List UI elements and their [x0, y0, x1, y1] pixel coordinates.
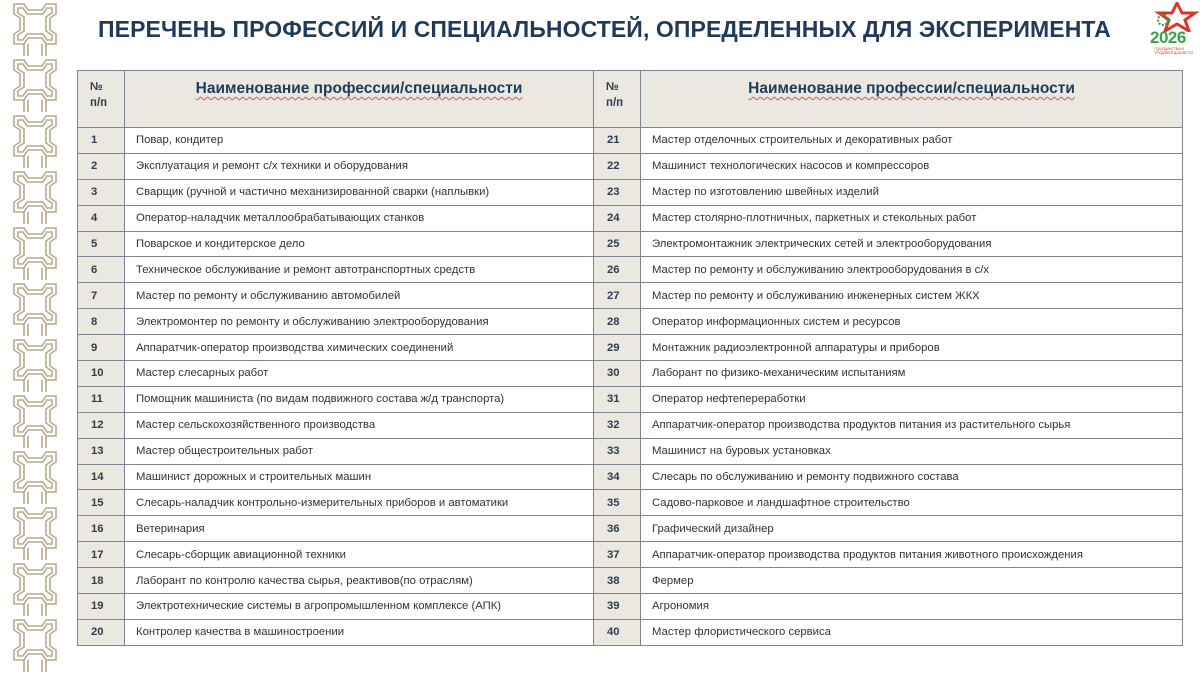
- header-name-right: Наименование профессии/специальности: [641, 71, 1183, 128]
- profession-name: Аппаратчик-оператор производства продуктов питания животного происхождения: [641, 542, 1183, 568]
- profession-name: Лаборант по физико-механическим испытаниям: [641, 361, 1183, 387]
- row-number: 35: [594, 490, 641, 516]
- profession-name: Техническое обслуживание и ремонт автотранспортных средств: [125, 257, 594, 283]
- table-row: [78, 619, 1183, 645]
- row-number: 15: [78, 490, 125, 516]
- table-row: [78, 516, 1183, 542]
- profession-name: Электротехнические системы в агропромышленном комплексе (АПК): [125, 594, 594, 620]
- profession-name: Агрономия: [641, 594, 1183, 620]
- profession-name: Мастер по ремонту и обслуживанию автомобилей: [125, 283, 594, 309]
- table-row: [78, 257, 1183, 283]
- table-row: [78, 309, 1183, 335]
- profession-name: Сварщик (ручной и частично механизированной сварки (наплывки): [125, 179, 594, 205]
- profession-name: Оператор информационных систем и ресурсов: [641, 309, 1183, 335]
- table-row: [78, 542, 1183, 568]
- header-num-right: № п/п: [594, 71, 641, 128]
- row-number: 18: [78, 568, 125, 594]
- profession-name: Ветеринария: [125, 516, 594, 542]
- profession-name: Слесарь по обслуживанию и ремонту подвижного состава: [641, 464, 1183, 490]
- table-row: [78, 128, 1183, 154]
- profession-name: Аппаратчик-оператор производства продуктов питания из растительного сырья: [641, 412, 1183, 438]
- table-row: [78, 412, 1183, 438]
- row-number: 4: [78, 205, 125, 231]
- row-number: 22: [594, 153, 641, 179]
- professions-table: [77, 70, 1183, 646]
- row-number: 26: [594, 257, 641, 283]
- row-number: 1: [78, 128, 125, 154]
- table-body: [78, 128, 1183, 646]
- row-number: 38: [594, 568, 641, 594]
- row-number: 33: [594, 438, 641, 464]
- row-number: 9: [78, 335, 125, 361]
- row-number: 10: [78, 361, 125, 387]
- row-number: 14: [78, 464, 125, 490]
- profession-name: Мастер по изготовлению швейных изделий: [641, 179, 1183, 205]
- row-number: 11: [78, 386, 125, 412]
- table-header-row: [78, 71, 1183, 128]
- profession-name: Мастер флористического сервиса: [641, 619, 1183, 645]
- row-number: 34: [594, 464, 641, 490]
- row-number: 23: [594, 179, 641, 205]
- profession-name: Оператор нефтепереработки: [641, 386, 1183, 412]
- row-number: 20: [78, 619, 125, 645]
- row-number: 24: [594, 205, 641, 231]
- table-row: [78, 438, 1183, 464]
- profession-name: Электромонтажник электрических сетей и электрооборудования: [641, 231, 1183, 257]
- row-number: 32: [594, 412, 641, 438]
- profession-name: Монтажник радиоэлектронной аппаратуры и приборов: [641, 335, 1183, 361]
- table-row: [78, 283, 1183, 309]
- row-number: 27: [594, 283, 641, 309]
- profession-name: Аппаратчик-оператор производства химических соединений: [125, 335, 594, 361]
- row-number: 6: [78, 257, 125, 283]
- row-number: 36: [594, 516, 641, 542]
- header-num-left: № п/п: [78, 71, 125, 128]
- table-row: [78, 231, 1183, 257]
- profession-name: Графический дизайнер: [641, 516, 1183, 542]
- row-number: 28: [594, 309, 641, 335]
- profession-name: Машинист на буровых установках: [641, 438, 1183, 464]
- profession-name: Оператор-наладчик металлообрабатывающих станков: [125, 205, 594, 231]
- row-number: 13: [78, 438, 125, 464]
- header-name-left: Наименование профессии/специальности: [125, 71, 594, 128]
- profession-name: Машинист технологических насосов и компрессоров: [641, 153, 1183, 179]
- profession-name: Эксплуатация и ремонт с/х техники и оборудования: [125, 153, 594, 179]
- row-number: 12: [78, 412, 125, 438]
- row-number: 8: [78, 309, 125, 335]
- page-title: ПЕРЕЧЕНЬ ПРОФЕССИЙ И СПЕЦИАЛЬНОСТЕЙ, ОПРЕДЕЛЕННЫХ ДЛЯ ЭКСПЕРИМЕНТА: [98, 16, 1111, 42]
- row-number: 3: [78, 179, 125, 205]
- profession-name: Электромонтер по ремонту и обслуживанию электрооборудования: [125, 309, 594, 335]
- table-row: [78, 568, 1183, 594]
- ornament-border: [0, 0, 70, 674]
- table-row: [78, 205, 1183, 231]
- row-number: 19: [78, 594, 125, 620]
- row-number: 17: [78, 542, 125, 568]
- row-number: 5: [78, 231, 125, 257]
- row-number: 39: [594, 594, 641, 620]
- row-number: 25: [594, 231, 641, 257]
- table-row: [78, 153, 1183, 179]
- table-row: [78, 594, 1183, 620]
- profession-name: Машинист дорожных и строительных машин: [125, 464, 594, 490]
- profession-name: Контролер качества в машиностроении: [125, 619, 594, 645]
- profession-name: Лаборант по контролю качества сырья, реактивов(по отраслям): [125, 568, 594, 594]
- profession-name: Фермер: [641, 568, 1183, 594]
- profession-name: Садово-парковое и ландшафтное строительство: [641, 490, 1183, 516]
- profession-name: Мастер общестроительных работ: [125, 438, 594, 464]
- profession-name: Мастер отделочных строительных и декоративных работ: [641, 128, 1183, 154]
- logo-caption: ГОД ЕДИНСТВА И ТРУДОВОЙ ДОБЛЕСТИ: [1154, 47, 1194, 55]
- row-number: 30: [594, 361, 641, 387]
- row-number: 2: [78, 153, 125, 179]
- profession-name: Слесарь-сборщик авиационной техники: [125, 542, 594, 568]
- row-number: 21: [594, 128, 641, 154]
- profession-name: Мастер по ремонту и обслуживанию электрооборудования в с/х: [641, 257, 1183, 283]
- table-row: [78, 335, 1183, 361]
- table-row: [78, 386, 1183, 412]
- profession-name: Помощник машиниста (по видам подвижного состава ж/д транспорта): [125, 386, 594, 412]
- row-number: 7: [78, 283, 125, 309]
- logo-year: 2026: [1150, 28, 1186, 47]
- profession-name: Мастер столярно-плотничных, паркетных и стекольных работ: [641, 205, 1183, 231]
- row-number: 16: [78, 516, 125, 542]
- profession-name: Повар, кондитер: [125, 128, 594, 154]
- row-number: 31: [594, 386, 641, 412]
- row-number: 29: [594, 335, 641, 361]
- row-number: 40: [594, 619, 641, 645]
- profession-name: Мастер сельскохозяйственного производства: [125, 412, 594, 438]
- table-row: [78, 361, 1183, 387]
- profession-name: Поварское и кондитерское дело: [125, 231, 594, 257]
- table-row: [78, 464, 1183, 490]
- profession-name: Мастер по ремонту и обслуживанию инженерных систем ЖКХ: [641, 283, 1183, 309]
- profession-name: Мастер слесарных работ: [125, 361, 594, 387]
- row-number: 37: [594, 542, 641, 568]
- table-row: [78, 179, 1183, 205]
- logo-2026: [1150, 2, 1200, 66]
- table-row: [78, 490, 1183, 516]
- profession-name: Слесарь-наладчик контрольно-измерительных приборов и автоматики: [125, 490, 594, 516]
